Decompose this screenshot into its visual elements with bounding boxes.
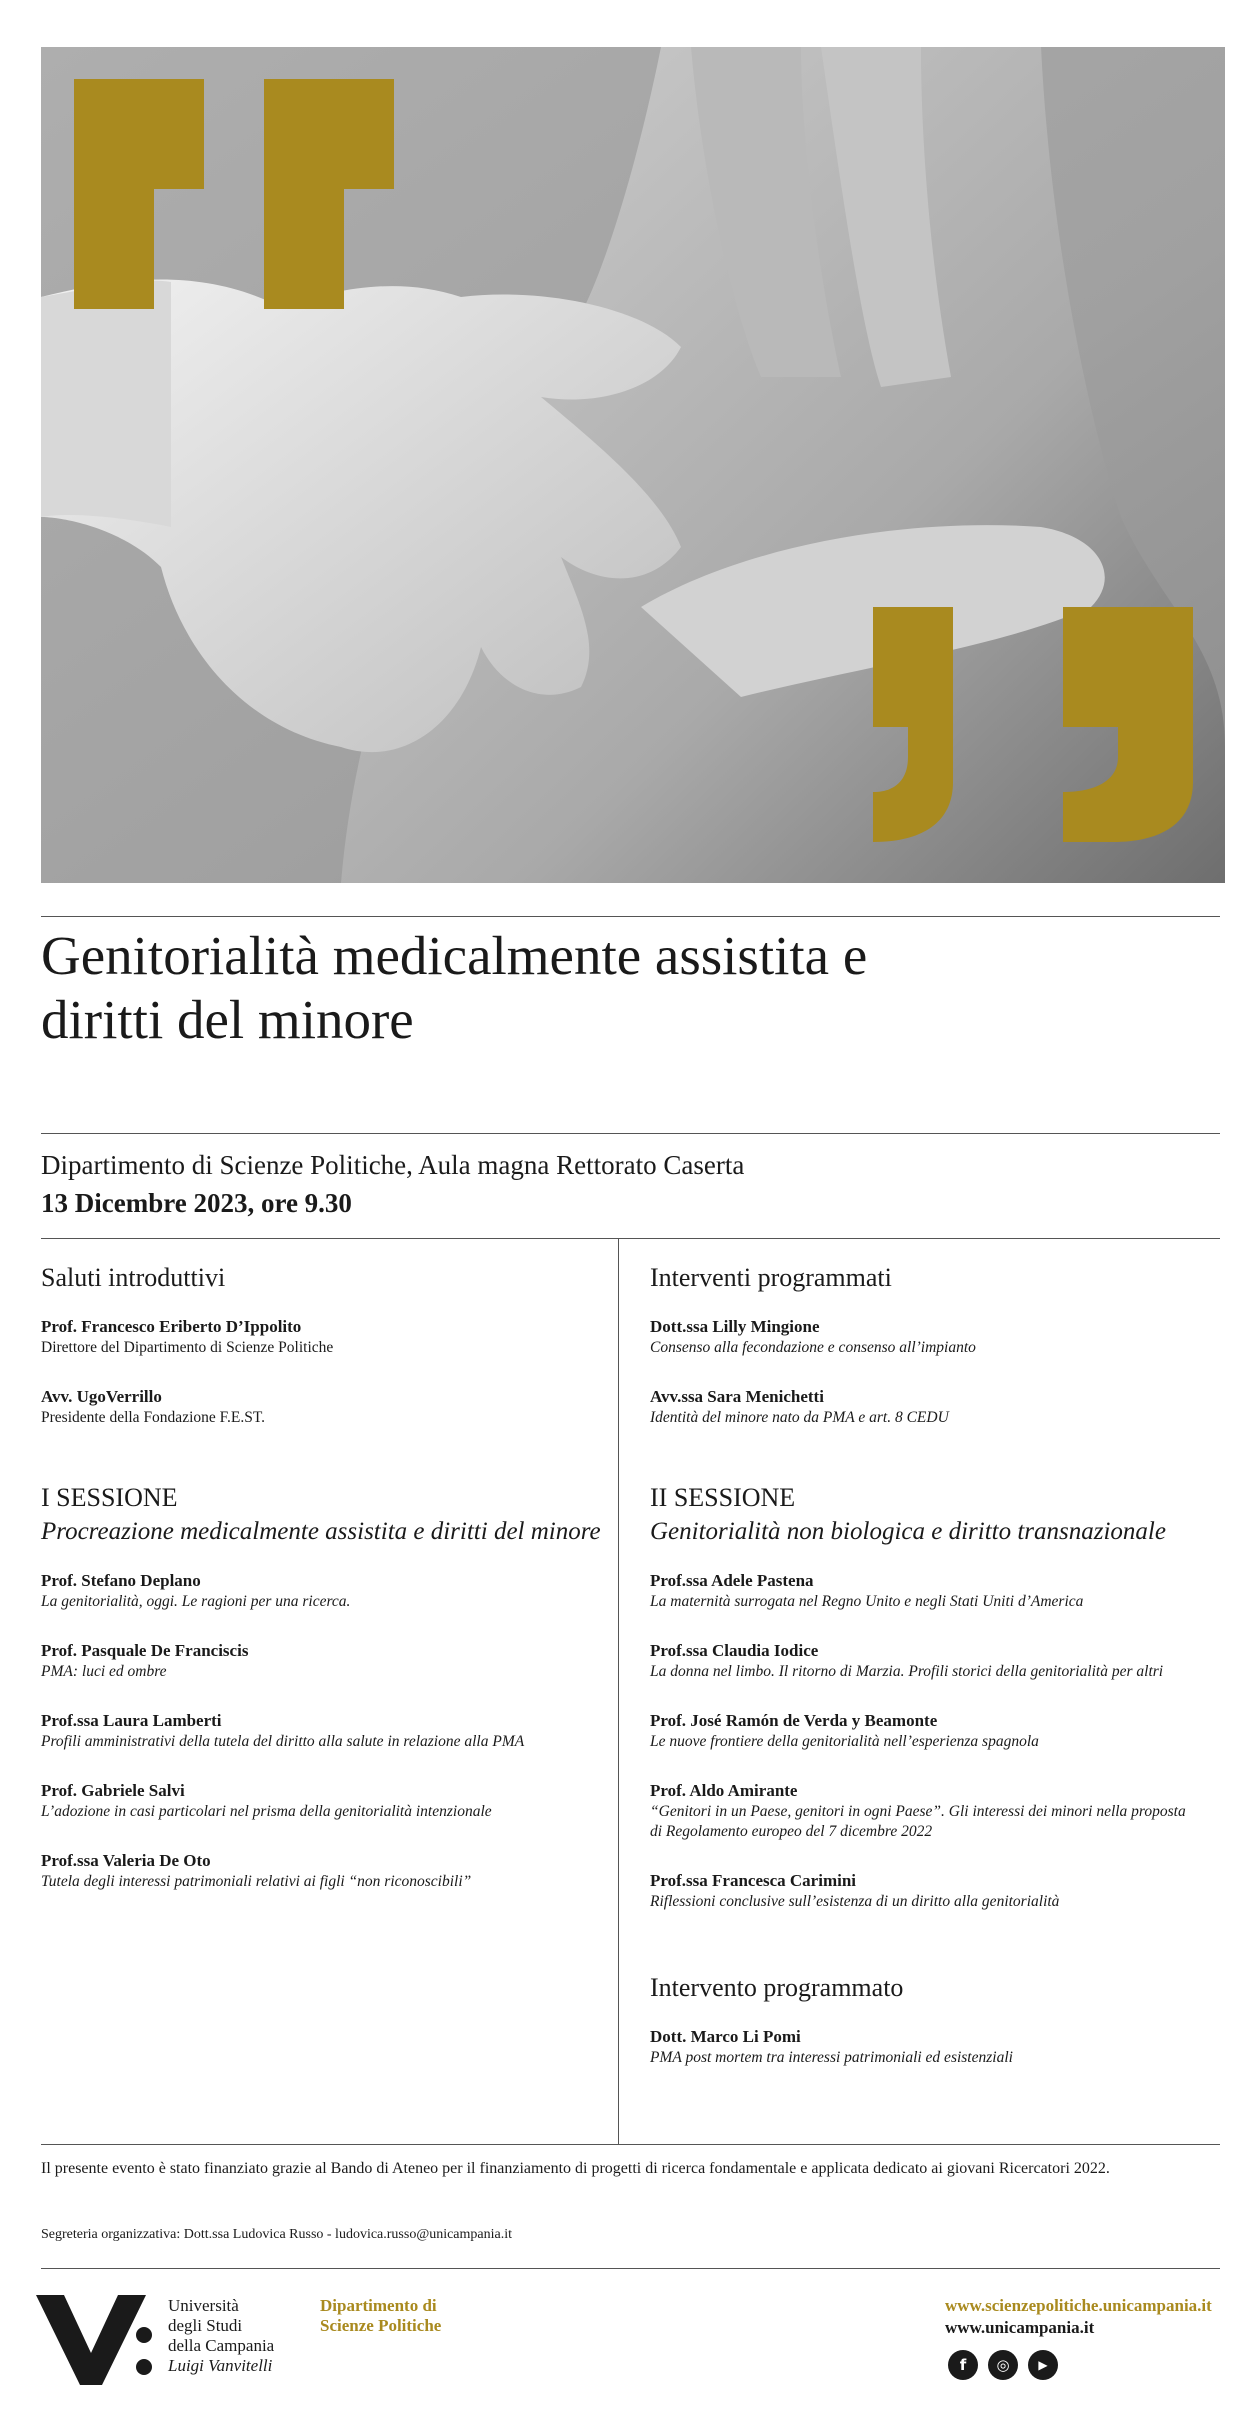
talk-item: [41, 1850, 601, 1892]
talk-topic: Profili amministrativi della tutela del diritto alla salute in relazione alla PMA: [41, 1733, 525, 1750]
divider: [41, 2144, 1220, 2145]
speaker-name: Prof. José Ramón de Verda y Beamonte: [650, 1711, 938, 1730]
speaker-name: Prof. Pasquale De Franciscis: [41, 1641, 249, 1660]
facebook-icon[interactable]: f: [948, 2350, 978, 2380]
close-quote-icon: [873, 607, 1193, 842]
speaker-name: Dott. Marco Li Pomi: [650, 2027, 801, 2046]
university-name-line: Università: [168, 2296, 239, 2315]
single-intervention-heading: Intervento programmato: [650, 1973, 904, 2002]
title-line-2: diritti del minore: [41, 989, 414, 1050]
hero-image: [41, 47, 1225, 883]
speaker-item: [41, 1316, 601, 1358]
talk-topic: La genitorialità, oggi. Le ragioni per una ricerca.: [41, 1593, 351, 1610]
speaker-name: Prof. Stefano Deplano: [41, 1571, 201, 1590]
speaker-name: Avv. UgoVerrillo: [41, 1387, 162, 1406]
talk-item: [41, 1780, 601, 1822]
speaker-name: Prof.ssa Laura Lamberti: [41, 1711, 222, 1730]
talk-topic: Riflessioni conclusive sull’esistenza di un diritto alla genitorialità: [650, 1893, 1060, 1910]
speaker-name: Prof. Francesco Eriberto D’Ippolito: [41, 1317, 302, 1336]
speaker-name: Avv.ssa Sara Menichetti: [650, 1387, 824, 1406]
talk-topic: Identità del minore nato da PMA e art. 8 CEDU: [650, 1409, 949, 1426]
talk-topic: Le nuove frontiere della genitorialità nell’esperienza spagnola: [650, 1733, 1039, 1750]
department-name: [320, 2296, 441, 2336]
talk-item: [41, 1640, 601, 1682]
university-name-line: degli Studi: [168, 2316, 243, 2335]
youtube-icon[interactable]: ▶: [1028, 2350, 1058, 2380]
speaker-role: Direttore del Dipartimento di Scienze Politiche: [41, 1339, 334, 1356]
university-name-line: della Campania: [168, 2336, 275, 2355]
talk-topic: PMA: luci ed ombre: [41, 1663, 167, 1680]
talk-topic: Tutela degli interessi patrimoniali relativi ai figli “non riconoscibili”: [41, 1873, 472, 1890]
talk-item: [650, 1386, 1210, 1428]
talk-item: [41, 1570, 601, 1612]
university-name: [168, 2296, 274, 2376]
greetings-heading: Saluti introduttivi: [41, 1263, 226, 1292]
talk-item: [650, 1870, 1210, 1912]
speaker-name: Prof.ssa Adele Pastena: [650, 1571, 814, 1590]
talk-topic: L’adozione in casi particolari nel prisma della genitorialità intenzionale: [41, 1803, 492, 1820]
speaker-name: Dott.ssa Lilly Mingione: [650, 1317, 820, 1336]
university-name-line: Luigi Vanvitelli: [168, 2356, 273, 2375]
university-website-link[interactable]: www.unicampania.it: [945, 2318, 1095, 2337]
divider: [41, 1133, 1220, 1134]
speaker-role: Presidente della Fondazione F.E.ST.: [41, 1409, 266, 1426]
talk-topic: “Genitori in un Paese, genitori in ogni Paese”. Gli interessi dei minori nella proposta: [650, 1803, 1186, 1820]
column-divider: [618, 1238, 619, 2144]
title-line-1: Genitorialità medicalmente assistita e: [41, 925, 868, 986]
department-name-line: Scienze Politiche: [320, 2316, 442, 2335]
event-venue: Dipartimento di Scienze Politiche, Aula magna Rettorato Caserta: [41, 1150, 745, 1180]
talk-topic: PMA post mortem tra interessi patrimoniali ed esistenziali: [650, 2049, 1013, 2066]
speaker-name: Prof.ssa Francesca Carimini: [650, 1871, 857, 1890]
talk-item: [650, 2026, 1210, 2068]
divider: [41, 1238, 1220, 1239]
open-quote-icon: [74, 79, 394, 309]
session-1-subtitle: Procreazione medicalmente assistita e diritti del minore: [41, 1518, 601, 1545]
page-title: [41, 924, 1041, 1052]
session-2-heading: II SESSIONE: [650, 1483, 796, 1512]
department-name-line: Dipartimento di: [320, 2296, 437, 2315]
talk-topic: La maternità surrogata nel Regno Unito e negli Stati Uniti d’America: [650, 1593, 1084, 1610]
university-logo-icon: [36, 2295, 156, 2385]
planned-heading: Interventi programmati: [650, 1263, 892, 1292]
speaker-name: Prof. Gabriele Salvi: [41, 1781, 185, 1800]
talk-item: [41, 1710, 601, 1752]
talk-item: [650, 1710, 1210, 1752]
secretariat-contact: Segreteria organizzativa: Dott.ssa Ludovica Russo - ludovica.russo@unicampania.it: [41, 2227, 513, 2242]
divider: [41, 916, 1220, 917]
speaker-item: [41, 1386, 601, 1428]
speaker-name: Prof.ssa Valeria De Oto: [41, 1851, 211, 1870]
talk-topic: Consenso alla fecondazione e consenso all’impianto: [650, 1339, 976, 1356]
session-1-heading: I SESSIONE: [41, 1483, 178, 1512]
session-2-subtitle: Genitorialità non biologica e diritto transnazionale: [650, 1518, 1166, 1545]
department-website-link[interactable]: www.scienzepolitiche.unicampania.it: [945, 2296, 1212, 2315]
talk-item: [650, 1780, 1210, 1842]
speaker-name: Prof.ssa Claudia Iodice: [650, 1641, 819, 1660]
talk-topic: La donna nel limbo. Il ritorno di Marzia. Profili storici della genitorialità per altri: [650, 1663, 1164, 1680]
speaker-name: Prof. Aldo Amirante: [650, 1781, 798, 1800]
talk-topic-continued: di Regolamento europeo del 7 dicembre 2022: [650, 1823, 933, 1840]
funding-note: Il presente evento è stato finanziato grazie al Bando di Ateneo per il finanziamento di progetti di ricerca fondamentale e applicata dedicato ai giovani Ricercatori 2022.: [41, 2160, 1110, 2177]
talk-item: [650, 1570, 1210, 1612]
talk-item: [650, 1316, 1210, 1358]
talk-item: [650, 1640, 1210, 1682]
instagram-icon[interactable]: ◎: [988, 2350, 1018, 2380]
divider: [41, 2268, 1220, 2269]
event-date: 13 Dicembre 2023, ore 9.30: [41, 1188, 352, 1218]
